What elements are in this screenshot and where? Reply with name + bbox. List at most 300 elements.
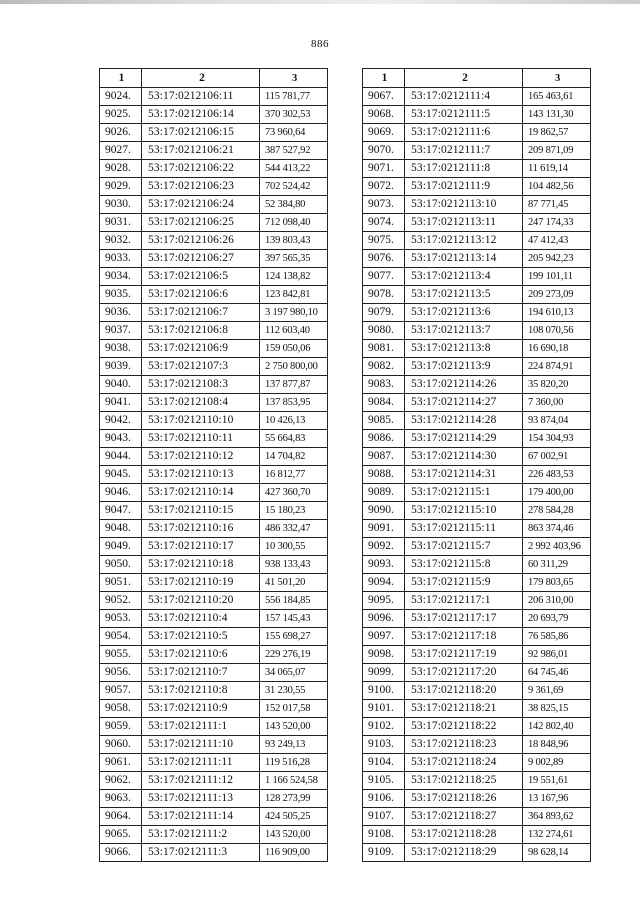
header-col-2: 2 bbox=[405, 69, 523, 88]
cadastral-value: 112 603,40 bbox=[260, 322, 328, 340]
cadastral-number: 53:17:0212108:4 bbox=[142, 394, 260, 412]
cadastral-number: 53:17:0212106:22 bbox=[142, 160, 260, 178]
page-number: 886 bbox=[311, 38, 329, 50]
row-number: 9069. bbox=[363, 124, 405, 142]
cadastral-number: 53:17:0212110:9 bbox=[142, 700, 260, 718]
table-row bbox=[363, 106, 591, 124]
cadastral-value: 424 505,25 bbox=[260, 808, 328, 826]
cadastral-value: 3 197 980,10 bbox=[260, 304, 328, 322]
row-number: 9081. bbox=[363, 340, 405, 358]
table-row bbox=[363, 304, 591, 322]
table-row bbox=[363, 718, 591, 736]
cadastral-number: 53:17:0212115:7 bbox=[405, 538, 523, 556]
row-number: 9108. bbox=[363, 826, 405, 844]
cadastral-value: 364 893,62 bbox=[523, 808, 591, 826]
table-row bbox=[363, 538, 591, 556]
table-row bbox=[100, 178, 328, 196]
row-number: 9033. bbox=[100, 250, 142, 268]
row-number: 9026. bbox=[100, 124, 142, 142]
row-number: 9027. bbox=[100, 142, 142, 160]
row-number: 9095. bbox=[363, 592, 405, 610]
cadastral-value: 76 585,86 bbox=[523, 628, 591, 646]
row-number: 9073. bbox=[363, 196, 405, 214]
cadastral-value: 10 426,13 bbox=[260, 412, 328, 430]
row-number: 9080. bbox=[363, 322, 405, 340]
table-row bbox=[363, 250, 591, 268]
cadastral-value: 139 803,43 bbox=[260, 232, 328, 250]
table-row bbox=[363, 736, 591, 754]
table-row bbox=[100, 736, 328, 754]
cadastral-number: 53:17:0212114:27 bbox=[405, 394, 523, 412]
cadastral-number: 53:17:0212110:10 bbox=[142, 412, 260, 430]
table-row bbox=[100, 646, 328, 664]
cadastral-number: 53:17:0212111:11 bbox=[142, 754, 260, 772]
table-row bbox=[100, 268, 328, 286]
table-left bbox=[99, 68, 328, 862]
row-number: 9057. bbox=[100, 682, 142, 700]
table-row bbox=[363, 340, 591, 358]
cadastral-value: 34 065,07 bbox=[260, 664, 328, 682]
cadastral-value: 10 300,55 bbox=[260, 538, 328, 556]
cadastral-value: 60 311,29 bbox=[523, 556, 591, 574]
row-number: 9051. bbox=[100, 574, 142, 592]
table-row bbox=[363, 448, 591, 466]
row-number: 9025. bbox=[100, 106, 142, 124]
table-row bbox=[100, 358, 328, 376]
row-number: 9086. bbox=[363, 430, 405, 448]
table-row bbox=[100, 628, 328, 646]
table-row bbox=[100, 844, 328, 862]
cadastral-number: 53:17:0212110:20 bbox=[142, 592, 260, 610]
row-number: 9068. bbox=[363, 106, 405, 124]
table-body-right bbox=[363, 88, 591, 862]
table-row bbox=[100, 448, 328, 466]
row-number: 9061. bbox=[100, 754, 142, 772]
cadastral-value: 35 820,20 bbox=[523, 376, 591, 394]
table-row bbox=[100, 520, 328, 538]
table-row bbox=[100, 394, 328, 412]
cadastral-value: 128 273,99 bbox=[260, 790, 328, 808]
cadastral-number: 53:17:0212115:11 bbox=[405, 520, 523, 538]
row-number: 9088. bbox=[363, 466, 405, 484]
table-row bbox=[100, 286, 328, 304]
row-number: 9044. bbox=[100, 448, 142, 466]
cadastral-value: 143 520,00 bbox=[260, 718, 328, 736]
cadastral-number: 53:17:0212115:1 bbox=[405, 484, 523, 502]
table-row bbox=[100, 412, 328, 430]
table-row bbox=[100, 88, 328, 106]
cadastral-value: 9 361,69 bbox=[523, 682, 591, 700]
cadastral-number: 53:17:0212118:25 bbox=[405, 772, 523, 790]
row-number: 9079. bbox=[363, 304, 405, 322]
header-col-2: 2 bbox=[142, 69, 260, 88]
cadastral-value: 427 360,70 bbox=[260, 484, 328, 502]
row-number: 9101. bbox=[363, 700, 405, 718]
table-row bbox=[363, 232, 591, 250]
cadastral-value: 11 619,14 bbox=[523, 160, 591, 178]
cadastral-number: 53:17:0212114:28 bbox=[405, 412, 523, 430]
row-number: 9074. bbox=[363, 214, 405, 232]
table-row bbox=[363, 574, 591, 592]
table-row bbox=[363, 790, 591, 808]
row-number: 9104. bbox=[363, 754, 405, 772]
cadastral-number: 53:17:0212106:9 bbox=[142, 340, 260, 358]
row-number: 9085. bbox=[363, 412, 405, 430]
cadastral-number: 53:17:0212113:11 bbox=[405, 214, 523, 232]
row-number: 9102. bbox=[363, 718, 405, 736]
cadastral-value: 152 017,58 bbox=[260, 700, 328, 718]
table-row bbox=[100, 196, 328, 214]
cadastral-number: 53:17:0212106:14 bbox=[142, 106, 260, 124]
row-number: 9050. bbox=[100, 556, 142, 574]
cadastral-number: 53:17:0212113:5 bbox=[405, 286, 523, 304]
table-row bbox=[100, 664, 328, 682]
row-number: 9082. bbox=[363, 358, 405, 376]
row-number: 9092. bbox=[363, 538, 405, 556]
cadastral-value: 116 909,00 bbox=[260, 844, 328, 862]
cadastral-value: 19 551,61 bbox=[523, 772, 591, 790]
table-row bbox=[100, 304, 328, 322]
cadastral-value: 20 693,79 bbox=[523, 610, 591, 628]
row-number: 9066. bbox=[100, 844, 142, 862]
table-row bbox=[100, 214, 328, 232]
cadastral-value: 157 145,43 bbox=[260, 610, 328, 628]
cadastral-number: 53:17:0212110:4 bbox=[142, 610, 260, 628]
table-row bbox=[363, 466, 591, 484]
row-number: 9054. bbox=[100, 628, 142, 646]
cadastral-value: 556 184,85 bbox=[260, 592, 328, 610]
table-row bbox=[363, 214, 591, 232]
cadastral-number: 53:17:0212110:5 bbox=[142, 628, 260, 646]
row-number: 9099. bbox=[363, 664, 405, 682]
cadastral-number: 53:17:0212118:27 bbox=[405, 808, 523, 826]
cadastral-value: 119 516,28 bbox=[260, 754, 328, 772]
row-number: 9077. bbox=[363, 268, 405, 286]
table-row bbox=[363, 826, 591, 844]
cadastral-value: 702 524,42 bbox=[260, 178, 328, 196]
cadastral-value: 98 628,14 bbox=[523, 844, 591, 862]
cadastral-number: 53:17:0212113:6 bbox=[405, 304, 523, 322]
table-row bbox=[363, 808, 591, 826]
row-number: 9053. bbox=[100, 610, 142, 628]
row-number: 9047. bbox=[100, 502, 142, 520]
row-number: 9059. bbox=[100, 718, 142, 736]
table-row bbox=[100, 160, 328, 178]
row-number: 9043. bbox=[100, 430, 142, 448]
cadastral-number: 53:17:0212106:23 bbox=[142, 178, 260, 196]
table-row bbox=[100, 538, 328, 556]
cadastral-value: 2 750 800,00 bbox=[260, 358, 328, 376]
cadastral-number: 53:17:0212106:26 bbox=[142, 232, 260, 250]
cadastral-number: 53:17:0212117:1 bbox=[405, 592, 523, 610]
table-right bbox=[362, 68, 591, 862]
cadastral-number: 53:17:0212117:18 bbox=[405, 628, 523, 646]
cadastral-value: 13 167,96 bbox=[523, 790, 591, 808]
table-row bbox=[363, 646, 591, 664]
cadastral-value: 247 174,33 bbox=[523, 214, 591, 232]
row-number: 9071. bbox=[363, 160, 405, 178]
cadastral-value: 206 310,00 bbox=[523, 592, 591, 610]
cadastral-number: 53:17:0212118:21 bbox=[405, 700, 523, 718]
cadastral-number: 53:17:0212111:1 bbox=[142, 718, 260, 736]
cadastral-value: 14 704,82 bbox=[260, 448, 328, 466]
cadastral-value: 92 986,01 bbox=[523, 646, 591, 664]
table-row bbox=[100, 682, 328, 700]
cadastral-number: 53:17:0212106:7 bbox=[142, 304, 260, 322]
cadastral-value: 123 842,81 bbox=[260, 286, 328, 304]
cadastral-number: 53:17:0212115:10 bbox=[405, 502, 523, 520]
cadastral-value: 159 050,06 bbox=[260, 340, 328, 358]
cadastral-value: 41 501,20 bbox=[260, 574, 328, 592]
cadastral-number: 53:17:0212110:16 bbox=[142, 520, 260, 538]
table-row bbox=[363, 322, 591, 340]
row-number: 9078. bbox=[363, 286, 405, 304]
table-row bbox=[363, 376, 591, 394]
cadastral-number: 53:17:0212117:20 bbox=[405, 664, 523, 682]
row-number: 9049. bbox=[100, 538, 142, 556]
row-number: 9097. bbox=[363, 628, 405, 646]
cadastral-value: 104 482,56 bbox=[523, 178, 591, 196]
cadastral-value: 397 565,35 bbox=[260, 250, 328, 268]
table-row bbox=[363, 664, 591, 682]
cadastral-value: 1 166 524,58 bbox=[260, 772, 328, 790]
cadastral-number: 53:17:0212111:5 bbox=[405, 106, 523, 124]
cadastral-value: 16 690,18 bbox=[523, 340, 591, 358]
cadastral-value: 132 274,61 bbox=[523, 826, 591, 844]
cadastral-number: 53:17:0212113:14 bbox=[405, 250, 523, 268]
cadastral-value: 199 101,11 bbox=[523, 268, 591, 286]
cadastral-value: 179 400,00 bbox=[523, 484, 591, 502]
row-number: 9064. bbox=[100, 808, 142, 826]
row-number: 9041. bbox=[100, 394, 142, 412]
row-number: 9042. bbox=[100, 412, 142, 430]
row-number: 9062. bbox=[100, 772, 142, 790]
cadastral-value: 52 384,80 bbox=[260, 196, 328, 214]
cadastral-value: 938 133,43 bbox=[260, 556, 328, 574]
cadastral-value: 278 584,28 bbox=[523, 502, 591, 520]
row-number: 9090. bbox=[363, 502, 405, 520]
cadastral-number: 53:17:0212114:31 bbox=[405, 466, 523, 484]
table-row bbox=[363, 844, 591, 862]
cadastral-value: 19 862,57 bbox=[523, 124, 591, 142]
cadastral-number: 53:17:0212106:6 bbox=[142, 286, 260, 304]
cadastral-number: 53:17:0212117:17 bbox=[405, 610, 523, 628]
cadastral-value: 93 249,13 bbox=[260, 736, 328, 754]
cadastral-number: 53:17:0212111:14 bbox=[142, 808, 260, 826]
row-number: 9029. bbox=[100, 178, 142, 196]
cadastral-value: 143 520,00 bbox=[260, 826, 328, 844]
cadastral-number: 53:17:0212114:30 bbox=[405, 448, 523, 466]
cadastral-number: 53:17:0212111:8 bbox=[405, 160, 523, 178]
table-row bbox=[363, 700, 591, 718]
table-row bbox=[100, 142, 328, 160]
cadastral-number: 53:17:0212110:8 bbox=[142, 682, 260, 700]
table-row bbox=[363, 682, 591, 700]
row-number: 9093. bbox=[363, 556, 405, 574]
row-number: 9087. bbox=[363, 448, 405, 466]
row-number: 9067. bbox=[363, 88, 405, 106]
table-row bbox=[100, 232, 328, 250]
cadastral-number: 53:17:0212113:9 bbox=[405, 358, 523, 376]
header-row bbox=[363, 69, 591, 88]
cadastral-number: 53:17:0212110:6 bbox=[142, 646, 260, 664]
row-number: 9076. bbox=[363, 250, 405, 268]
cadastral-value: 7 360,00 bbox=[523, 394, 591, 412]
row-number: 9037. bbox=[100, 322, 142, 340]
cadastral-value: 229 276,19 bbox=[260, 646, 328, 664]
table-row bbox=[363, 430, 591, 448]
row-number: 9040. bbox=[100, 376, 142, 394]
cadastral-number: 53:17:0212107:3 bbox=[142, 358, 260, 376]
row-number: 9032. bbox=[100, 232, 142, 250]
header-col-3: 3 bbox=[523, 69, 591, 88]
row-number: 9065. bbox=[100, 826, 142, 844]
row-number: 9094. bbox=[363, 574, 405, 592]
cadastral-number: 53:17:0212118:22 bbox=[405, 718, 523, 736]
row-number: 9031. bbox=[100, 214, 142, 232]
cadastral-number: 53:17:0212113:12 bbox=[405, 232, 523, 250]
table-row bbox=[363, 160, 591, 178]
cadastral-value: 31 230,55 bbox=[260, 682, 328, 700]
cadastral-number: 53:17:0212110:12 bbox=[142, 448, 260, 466]
table-row bbox=[100, 124, 328, 142]
table-row bbox=[363, 88, 591, 106]
table-row bbox=[100, 556, 328, 574]
row-number: 9105. bbox=[363, 772, 405, 790]
row-number: 9063. bbox=[100, 790, 142, 808]
cadastral-value: 205 942,23 bbox=[523, 250, 591, 268]
table-row bbox=[363, 196, 591, 214]
scan-edge bbox=[0, 0, 640, 4]
cadastral-number: 53:17:0212110:14 bbox=[142, 484, 260, 502]
row-number: 9039. bbox=[100, 358, 142, 376]
row-number: 9056. bbox=[100, 664, 142, 682]
table-row bbox=[100, 430, 328, 448]
table-row bbox=[100, 340, 328, 358]
table-row bbox=[100, 322, 328, 340]
cadastral-number: 53:17:0212106:15 bbox=[142, 124, 260, 142]
cadastral-value: 38 825,15 bbox=[523, 700, 591, 718]
cadastral-number: 53:17:0212106:21 bbox=[142, 142, 260, 160]
cadastral-value: 87 771,45 bbox=[523, 196, 591, 214]
cadastral-value: 179 803,65 bbox=[523, 574, 591, 592]
cadastral-value: 143 131,30 bbox=[523, 106, 591, 124]
table-row bbox=[363, 592, 591, 610]
cadastral-number: 53:17:0212110:13 bbox=[142, 466, 260, 484]
cadastral-number: 53:17:0212110:11 bbox=[142, 430, 260, 448]
table-row bbox=[100, 250, 328, 268]
table-row bbox=[363, 178, 591, 196]
cadastral-value: 67 002,91 bbox=[523, 448, 591, 466]
cadastral-value: 209 273,09 bbox=[523, 286, 591, 304]
row-number: 9052. bbox=[100, 592, 142, 610]
cadastral-value: 73 960,64 bbox=[260, 124, 328, 142]
table-row bbox=[363, 772, 591, 790]
row-number: 9084. bbox=[363, 394, 405, 412]
table-row bbox=[363, 268, 591, 286]
table-row bbox=[363, 412, 591, 430]
row-number: 9028. bbox=[100, 160, 142, 178]
cadastral-value: 155 698,27 bbox=[260, 628, 328, 646]
table-row bbox=[363, 484, 591, 502]
header-col-1: 1 bbox=[100, 69, 142, 88]
cadastral-number: 53:17:0212108:3 bbox=[142, 376, 260, 394]
cadastral-number: 53:17:0212106:24 bbox=[142, 196, 260, 214]
cadastral-value: 93 874,04 bbox=[523, 412, 591, 430]
cadastral-number: 53:17:0212106:27 bbox=[142, 250, 260, 268]
table-row bbox=[363, 628, 591, 646]
row-number: 9075. bbox=[363, 232, 405, 250]
cadastral-number: 53:17:0212111:7 bbox=[405, 142, 523, 160]
table-row bbox=[363, 358, 591, 376]
cadastral-number: 53:17:0212111:13 bbox=[142, 790, 260, 808]
row-number: 9038. bbox=[100, 340, 142, 358]
row-number: 9096. bbox=[363, 610, 405, 628]
table-row bbox=[100, 718, 328, 736]
table-row bbox=[363, 556, 591, 574]
row-number: 9048. bbox=[100, 520, 142, 538]
cadastral-number: 53:17:0212115:9 bbox=[405, 574, 523, 592]
cadastral-number: 53:17:0212110:7 bbox=[142, 664, 260, 682]
table-row bbox=[363, 754, 591, 772]
cadastral-value: 115 781,77 bbox=[260, 88, 328, 106]
cadastral-number: 53:17:0212118:24 bbox=[405, 754, 523, 772]
cadastral-value: 142 802,40 bbox=[523, 718, 591, 736]
table-row bbox=[100, 790, 328, 808]
table-row bbox=[363, 124, 591, 142]
cadastral-number: 53:17:0212111:2 bbox=[142, 826, 260, 844]
cadastral-number: 53:17:0212110:19 bbox=[142, 574, 260, 592]
cadastral-value: 387 527,92 bbox=[260, 142, 328, 160]
row-number: 9024. bbox=[100, 88, 142, 106]
table-row bbox=[100, 826, 328, 844]
cadastral-number: 53:17:0212118:23 bbox=[405, 736, 523, 754]
cadastral-number: 53:17:0212115:8 bbox=[405, 556, 523, 574]
cadastral-number: 53:17:0212113:4 bbox=[405, 268, 523, 286]
row-number: 9046. bbox=[100, 484, 142, 502]
cadastral-value: 486 332,47 bbox=[260, 520, 328, 538]
row-number: 9030. bbox=[100, 196, 142, 214]
cadastral-number: 53:17:0212110:15 bbox=[142, 502, 260, 520]
row-number: 9036. bbox=[100, 304, 142, 322]
cadastral-number: 53:17:0212111:4 bbox=[405, 88, 523, 106]
cadastral-value: 2 992 403,96 bbox=[523, 538, 591, 556]
table-row bbox=[100, 376, 328, 394]
cadastral-number: 53:17:0212106:25 bbox=[142, 214, 260, 232]
table-row bbox=[363, 286, 591, 304]
table-row bbox=[363, 610, 591, 628]
cadastral-value: 194 610,13 bbox=[523, 304, 591, 322]
row-number: 9083. bbox=[363, 376, 405, 394]
cadastral-number: 53:17:0212110:18 bbox=[142, 556, 260, 574]
cadastral-number: 53:17:0212111:10 bbox=[142, 736, 260, 754]
cadastral-value: 712 098,40 bbox=[260, 214, 328, 232]
cadastral-number: 53:17:0212113:7 bbox=[405, 322, 523, 340]
cadastral-value: 18 848,96 bbox=[523, 736, 591, 754]
cadastral-value: 9 002,89 bbox=[523, 754, 591, 772]
cadastral-number: 53:17:0212110:17 bbox=[142, 538, 260, 556]
row-number: 9100. bbox=[363, 682, 405, 700]
table-row bbox=[363, 142, 591, 160]
row-number: 9091. bbox=[363, 520, 405, 538]
cadastral-value: 124 138,82 bbox=[260, 268, 328, 286]
cadastral-value: 863 374,46 bbox=[523, 520, 591, 538]
cadastral-value: 224 874,91 bbox=[523, 358, 591, 376]
table-row bbox=[100, 502, 328, 520]
table-body-left bbox=[100, 88, 328, 862]
row-number: 9089. bbox=[363, 484, 405, 502]
table-row bbox=[100, 106, 328, 124]
